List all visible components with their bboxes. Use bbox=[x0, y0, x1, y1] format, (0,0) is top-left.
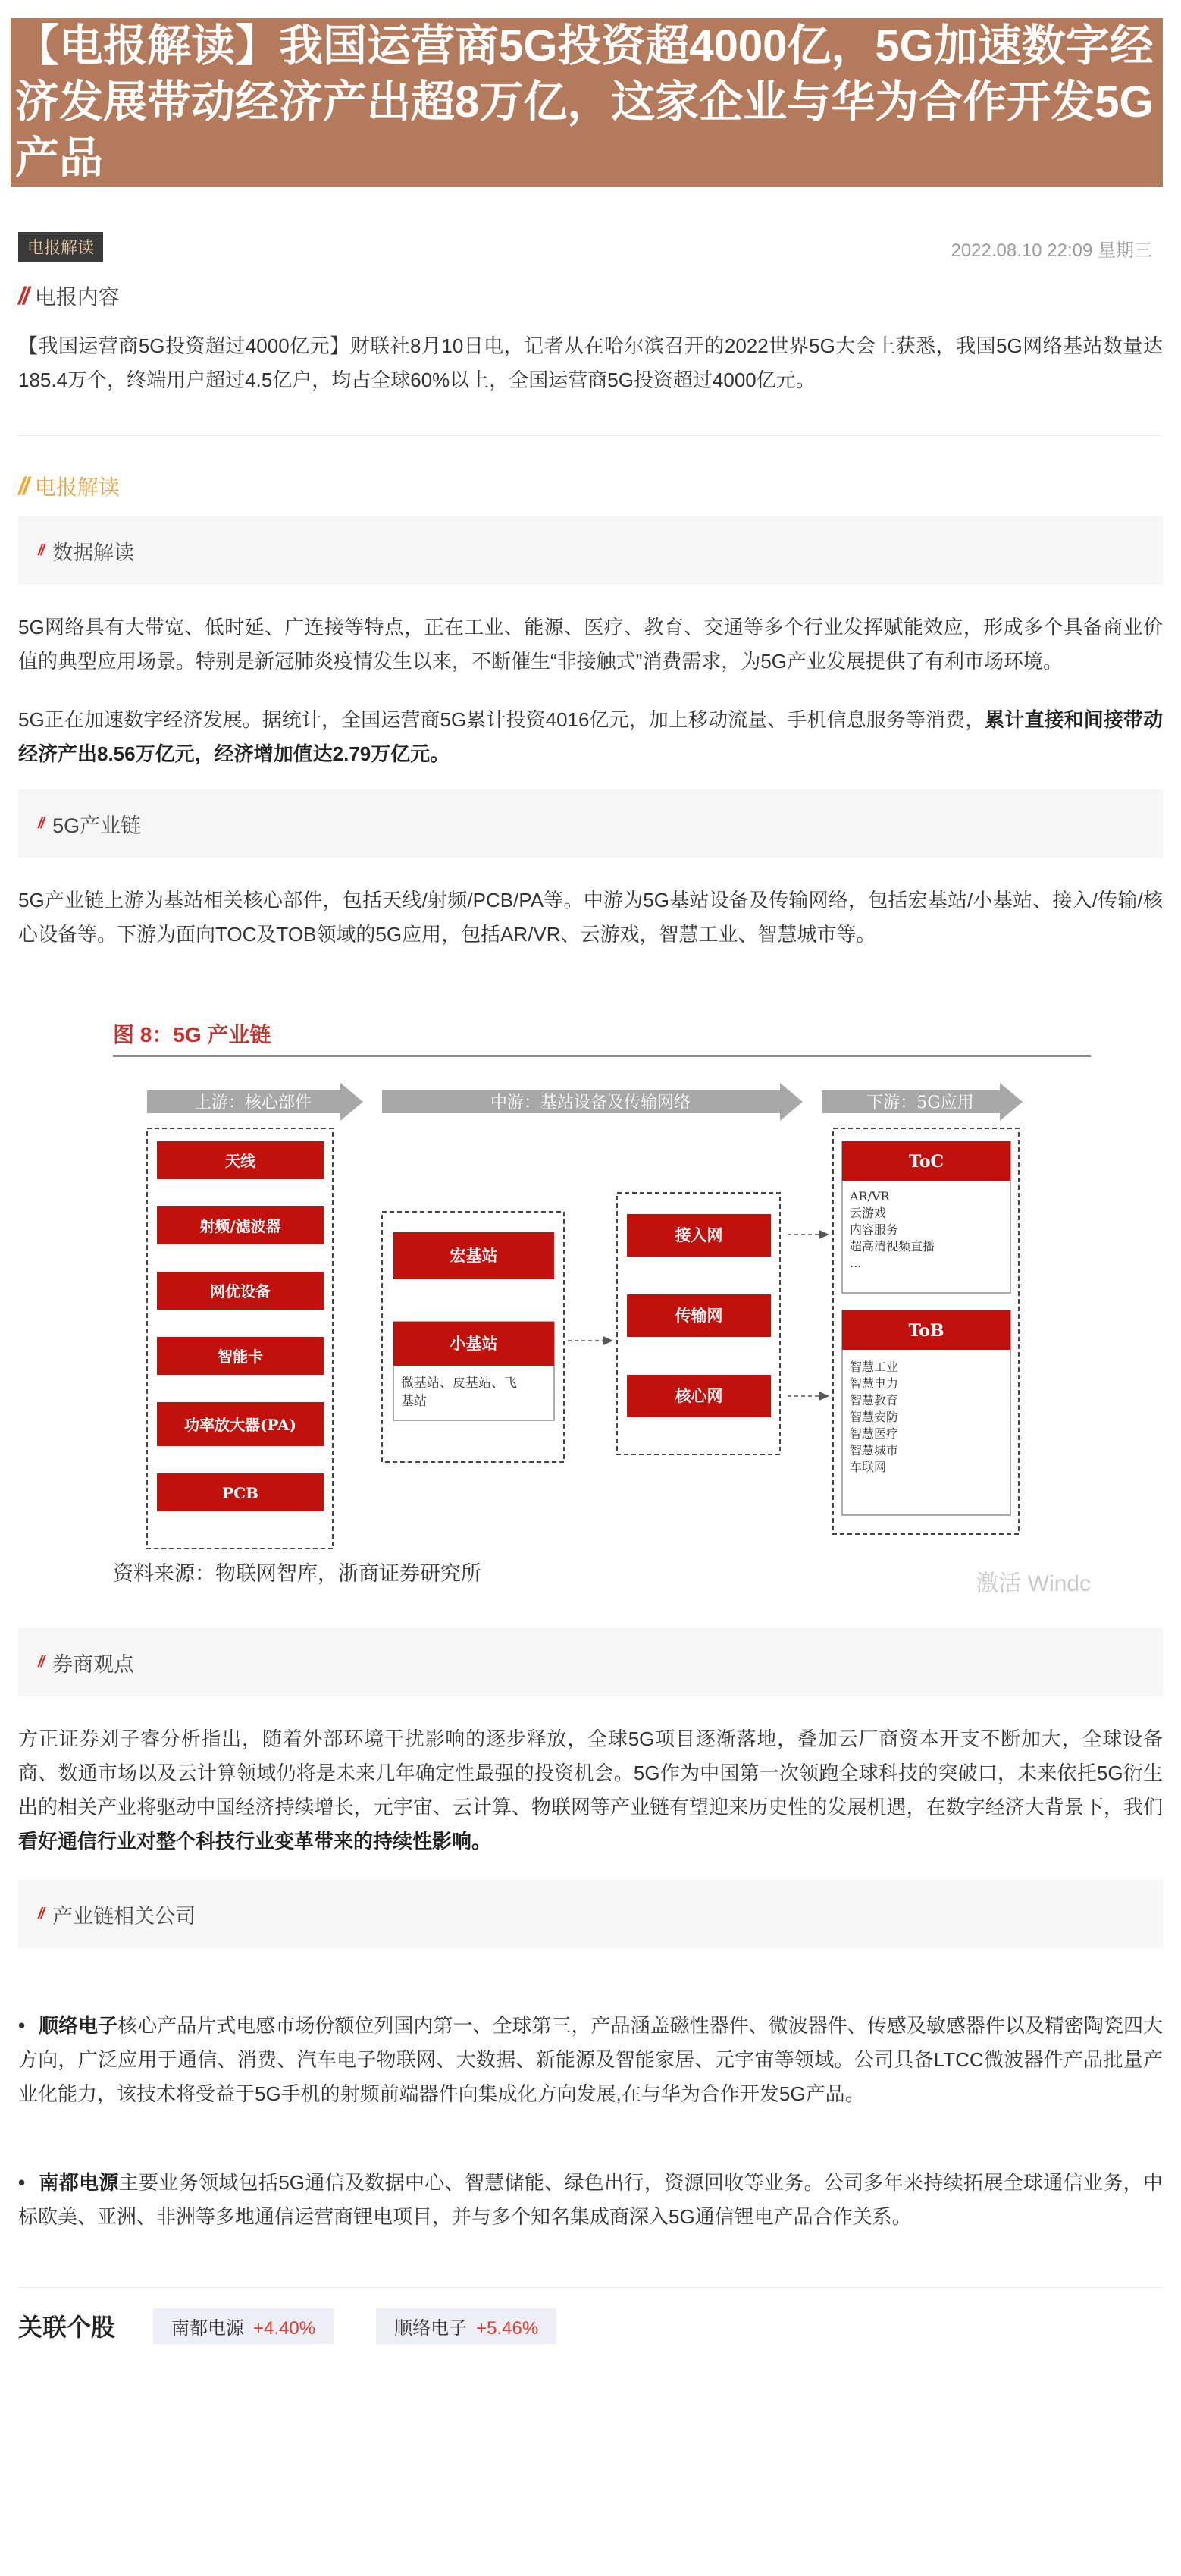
company-name[interactable]: 顺络电子 bbox=[39, 2014, 118, 2037]
chain-diagram bbox=[113, 1018, 1098, 1549]
article-headline: 【电报解读】我国运营商5G投资超4000亿，5G加速数字经济发展带动经济产出超8万亿，这家企业与华为合作开发5G产品 bbox=[11, 18, 1163, 187]
company-description: 核心产品片式电感市场份额位列国内第一、全球第三，产品涵盖磁性器件、微波器件、传感及敏感器件以及精密陶瓷四大方向，广泛应用于通信、消费、汽车电子物联网、大数据、新能源及智能家居、元宇宙等领域。公司具备LTCC微波器件产品批量产业化能力，该技术将受益于5G手机的射频前端器件向集成化方向发展,在与华为合作开发5G产品。 bbox=[18, 2014, 1163, 2105]
toc-item: 云游戏 bbox=[850, 1206, 887, 1220]
company-name[interactable]: 南都电源 bbox=[39, 2171, 119, 2194]
quote-mark-icon: // bbox=[38, 541, 44, 559]
companies-section-title: 产业链相关公司 bbox=[52, 1904, 196, 1928]
analysis-heading bbox=[18, 471, 1163, 501]
companies-section-bar bbox=[18, 1880, 1163, 1948]
tob-item: 智慧安防 bbox=[850, 1410, 899, 1424]
toc-item: AR/VR bbox=[850, 1189, 890, 1203]
quote-mark-icon: // bbox=[38, 814, 44, 832]
category-tag[interactable]: 电报解读 bbox=[18, 232, 103, 262]
tob-item: 智慧教育 bbox=[850, 1393, 899, 1407]
bullet-icon: • bbox=[18, 2014, 26, 2037]
network-item: 接入网 bbox=[675, 1225, 723, 1244]
tob-label: ToB bbox=[908, 1321, 944, 1341]
data-paragraph-2 bbox=[18, 703, 1163, 771]
small-station-note: 基站 bbox=[401, 1394, 427, 1409]
quote-mark-icon: // bbox=[38, 1653, 44, 1671]
chain-section-title: 5G产业链 bbox=[52, 814, 142, 837]
stock-chip[interactable] bbox=[376, 2308, 556, 2344]
macro-station: 宏基站 bbox=[450, 1246, 498, 1265]
toc-item: ... bbox=[850, 1256, 862, 1270]
data-paragraph-1: 5G网络具有大带宽、低时延、广连接等特点，正在工业、能源、医疗、教育、交通等多个行业发挥赋能效应，形成多个具备商业价值的典型应用场景。特别是新冠肺炎疫情发生以来，不断催生“非接触式”消费需求，为5G产业发展提供了有利市场环境。 bbox=[18, 616, 1163, 673]
telegraph-heading bbox=[18, 281, 1163, 311]
upstream-item: 网优设备 bbox=[210, 1282, 271, 1301]
stock-name: 南都电源 bbox=[171, 2317, 245, 2339]
chain-paragraph: 5G产业链上游为基站相关核心部件，包括天线/射频/PCB/PA等。中游为5G基站设备及传输网络，包括宏基站/小基站、接入/传输/核心设备等。下游为面向TOC及TOB领域的5G应用，包括AR/VR、云游戏，智慧工业、智慧城市等。 bbox=[18, 889, 1163, 946]
figure-watermark: 激活 Windc bbox=[976, 1571, 1091, 1596]
broker-paragraph-bold: 看好通信行业对整个科技行业变革带来的持续性影响。 bbox=[18, 1830, 492, 1853]
telegraph-heading-text: 电报内容 bbox=[34, 285, 120, 309]
chain-section-bar bbox=[18, 789, 1163, 858]
small-station-note: 微基站、皮基站、飞 bbox=[401, 1376, 517, 1391]
small-station: 小基站 bbox=[450, 1334, 498, 1353]
related-stocks bbox=[18, 2303, 1163, 2349]
upstream-item: 射频/滤波器 bbox=[199, 1217, 281, 1235]
data-paragraph-2-normal: 5G正在加速数字经济发展。据统计，全国运营商5G累计投资4016亿元，加上移动流量、手机信息服务等消费， bbox=[18, 708, 985, 731]
stock-chip[interactable] bbox=[153, 2308, 334, 2344]
upstream-label: 上游：核心部件 bbox=[194, 1093, 312, 1112]
stock-change: +5.46% bbox=[476, 2317, 539, 2339]
tob-item: 智慧电力 bbox=[850, 1376, 899, 1391]
toc-label: ToC bbox=[908, 1152, 944, 1172]
upstream-items bbox=[157, 1141, 324, 1511]
broker-paragraph-normal: 方正证券刘子睿分析指出，随着外部环境干扰影响的逐步释放，全球5G项目逐渐落地，叠加云厂商资本开支不断加大，全球设备商、数通市场以及云计算领域仍将是未来几年确定性最强的投资机会。5G作为中国第一次领跑全球科技的突破口，未来依托5G衍生出的相关产业将驱动中国经济持续增长，元宇宙、云计算、物联网等产业链有望迎来历史性的发展机遇，在数字经济大背景下，我们 bbox=[18, 1727, 1163, 1818]
quote-mark-icon: // bbox=[38, 1905, 44, 1922]
divider bbox=[18, 435, 1163, 436]
company-description: 主要业务领域包括5G通信及数据中心、智慧储能、绿色出行，资源回收等业务。公司多年来持续拓展全球通信业务，中标欧美、亚洲、非洲等多地通信运营商锂电项目，并与多个知名集成商深入5G通信锂电产品合作关系。 bbox=[18, 2171, 1163, 2228]
meta-row bbox=[18, 221, 1163, 267]
tob-item: 车联网 bbox=[850, 1460, 887, 1474]
upstream-item: 功率放大器(PA) bbox=[183, 1416, 297, 1434]
upstream-item: PCB bbox=[222, 1484, 258, 1502]
midstream-label: 中游：基站设备及传输网络 bbox=[490, 1093, 691, 1112]
analysis-heading-text: 电报解读 bbox=[34, 475, 120, 499]
broker-section-title: 券商观点 bbox=[52, 1652, 135, 1676]
broker-paragraph bbox=[18, 1722, 1163, 1859]
industry-chain-figure bbox=[113, 1018, 1098, 1595]
data-paragraph-2-bold: 累计直接和间接带动经济产出8.56万亿元，经济增加值达2.79万亿元。 bbox=[18, 708, 1163, 765]
divider bbox=[18, 2287, 1163, 2288]
tob-item: 智慧工业 bbox=[850, 1360, 899, 1374]
company-item bbox=[18, 2009, 1163, 2111]
bullet-icon: • bbox=[18, 2171, 26, 2194]
downstream-label: 下游：5G应用 bbox=[866, 1093, 974, 1112]
tob-item: 智慧城市 bbox=[850, 1443, 899, 1457]
tob-item: 智慧医疗 bbox=[850, 1426, 899, 1441]
figure-title: 图 8：5G 产业链 bbox=[113, 1023, 271, 1046]
data-section-title: 数据解读 bbox=[52, 541, 135, 564]
stock-name: 顺络电子 bbox=[394, 2317, 468, 2339]
data-section-bar bbox=[18, 516, 1163, 585]
telegraph-text: 【我国运营商5G投资超过4000亿元】财联社8月10日电，记者从在哈尔滨召开的2022世界5G大会上获悉，我国5G网络基站数量达185.4万个，终端用户超过4.5亿户，均占全球60%以上，全国运营商5G投资超过4000亿元。 bbox=[18, 334, 1163, 391]
publish-datetime: 2022.08.10 22:09 星期三 bbox=[951, 240, 1152, 261]
network-item: 传输网 bbox=[675, 1306, 723, 1325]
article bbox=[15, 18, 1163, 2349]
upstream-item: 智能卡 bbox=[218, 1348, 263, 1366]
stock-change: +4.40% bbox=[253, 2317, 316, 2339]
slash-icon: // bbox=[18, 472, 27, 500]
company-item bbox=[18, 2166, 1163, 2234]
slash-icon: // bbox=[18, 281, 27, 309]
toc-item: 内容服务 bbox=[850, 1222, 899, 1237]
figure-source: 资料来源：物联网智库，浙商证券研究所 bbox=[113, 1562, 481, 1586]
broker-section-bar bbox=[18, 1628, 1163, 1696]
toc-item: 超高清视频直播 bbox=[850, 1239, 935, 1253]
upstream-item: 天线 bbox=[225, 1152, 255, 1170]
network-item: 核心网 bbox=[675, 1386, 723, 1405]
related-stocks-label: 关联个股 bbox=[18, 2314, 116, 2341]
